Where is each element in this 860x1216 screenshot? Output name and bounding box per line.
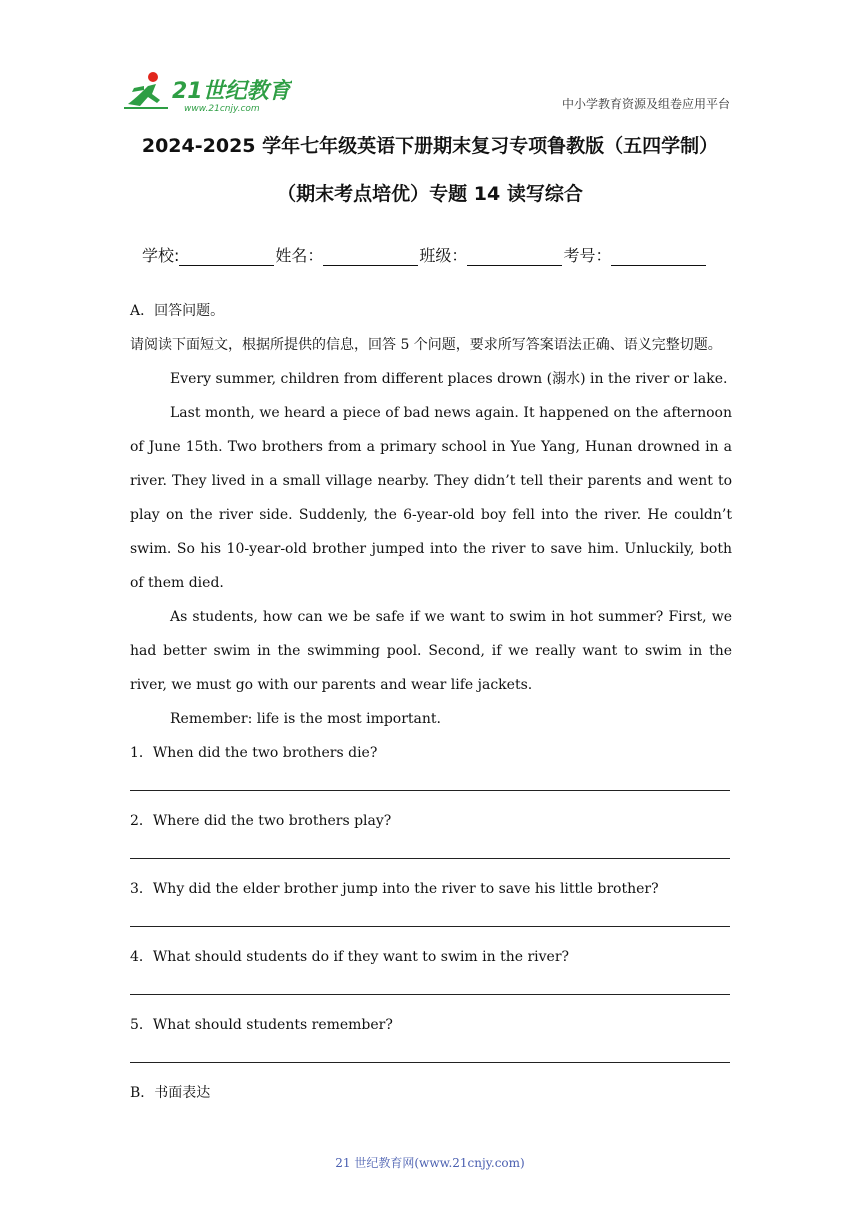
school-field[interactable]: [142, 243, 275, 266]
question-5: 5．What should students remember?: [130, 1017, 393, 1033]
document-title: [0, 133, 860, 207]
class-blank[interactable]: [467, 247, 562, 266]
logo-url: www.21cnjy.com: [184, 104, 260, 114]
title-line-2: （期末考点培优）专题 14 读写综合: [277, 183, 583, 205]
name-label: 姓名：: [275, 246, 324, 265]
exam-number-blank[interactable]: [611, 247, 706, 266]
title-line-1: 2024-2025 学年七年级英语下册期末复习专项鲁教版（五四学制）: [141, 135, 719, 157]
passage-paragraph: Last month, we heard a piece of bad news again. It happened on the afternoon of June 15th. Two brothers from a primary school in Yue Yang, Hunan drowned in a river. They lived in a small village nearby. They didn’t tell their parents and went to play on the river side. Suddenly, the 6-year-old boy fell into the river. He couldn’t swim. So his 10-year-old brother jumped into the river to save him. Unluckily, both of them died.: [130, 405, 732, 591]
student-info-row: [142, 243, 707, 266]
header-tagline: 中小学教育资源及组卷应用平台: [561, 97, 730, 111]
school-blank[interactable]: [179, 247, 274, 266]
answer-line-5[interactable]: [130, 1062, 730, 1063]
answer-line-2[interactable]: [130, 858, 730, 859]
exam-content: [130, 294, 732, 1110]
question-2: 2．Where did the two brothers play?: [130, 813, 392, 829]
passage-paragraph: As students, how can we be safe if we want to swim in hot summer? First, we had better swim in the swimming pool. Second, if we really want to swim in the river, we must go with our parents and wear life jackets.: [130, 609, 732, 693]
passage-paragraph: Every summer, children from different places drown (溺水) in the river or lake.: [170, 371, 728, 387]
logo: [122, 68, 292, 116]
answer-line-4[interactable]: [130, 994, 730, 995]
question-1: 1．When did the two brothers die?: [130, 745, 378, 761]
exam-number-label: 考号：: [563, 246, 612, 265]
section-b-heading: B．书面表达: [130, 1085, 211, 1101]
class-field[interactable]: [419, 243, 563, 266]
class-label: 班级：: [419, 246, 468, 265]
question-4: 4．What should students do if they want to swim in the river?: [130, 949, 570, 965]
school-label: 学校:: [142, 246, 180, 265]
runner-logo-icon: [122, 68, 292, 116]
name-blank[interactable]: [323, 247, 418, 266]
name-field[interactable]: [275, 243, 419, 266]
section-a-instruction: 请阅读下面短文，根据所提供的信息，回答 5 个问题，要求所写答案语法正确、语义完整切题。: [130, 337, 722, 353]
logo-text: 21世纪教育: [172, 79, 291, 104]
answer-line-1[interactable]: [130, 790, 730, 791]
footer-link[interactable]: 21 世纪教育网(www.21cnjy.com): [335, 1156, 525, 1170]
answer-line-3[interactable]: [130, 926, 730, 927]
exam-number-field[interactable]: [563, 243, 707, 266]
question-3: 3．Why did the elder brother jump into the river to save his little brother?: [130, 881, 659, 897]
passage-paragraph: Remember: life is the most important.: [170, 711, 441, 727]
section-a-heading: A．回答问题。: [130, 303, 225, 319]
